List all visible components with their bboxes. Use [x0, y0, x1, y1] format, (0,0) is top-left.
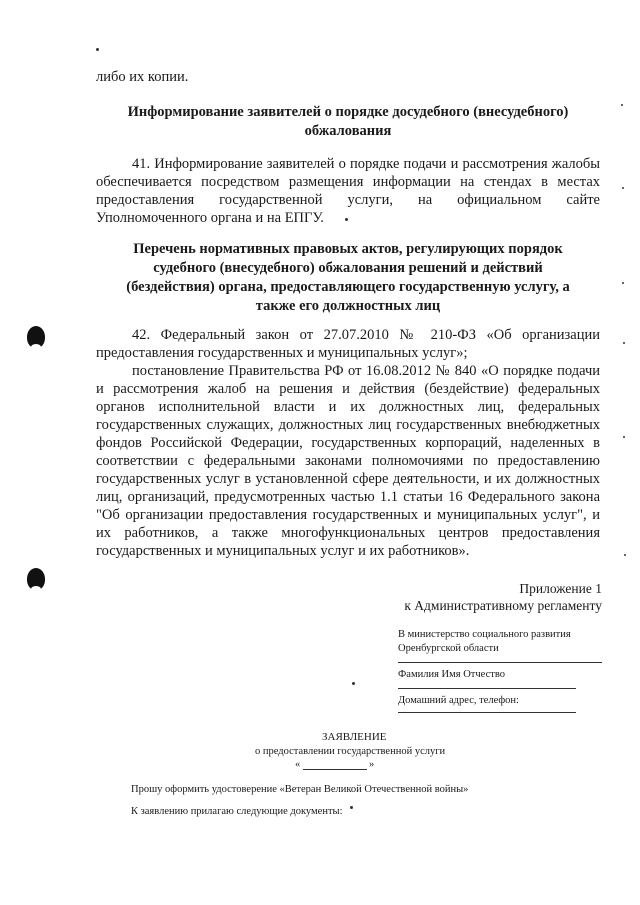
request-text: Прошу оформить удостоверение «Ветеран Великой Отечественной войны»	[131, 784, 469, 795]
scan-speck	[623, 342, 625, 344]
appendix-reference: к Административному регламенту	[404, 598, 602, 613]
scan-speck	[622, 282, 624, 284]
heading-line: (бездействия) органа, предоставляющего государственную услугу, а	[126, 279, 570, 295]
heading-line: Информирование заявителей о порядке досудебного (внесудебного)	[127, 104, 569, 120]
signature-line	[398, 712, 576, 713]
scan-speck	[350, 806, 353, 809]
addressee-region: Оренбургской области	[398, 643, 499, 654]
paragraph-41: 41. Информирование заявителей о порядке подачи и рассмотрения жалобы обеспечивается посредством размещения информации на стендах в местах предоставления государственной услуги, на официальном сайте Уполномоченного органа и на ЕПГУ.	[96, 156, 600, 226]
address-field-label: Домашний адрес, телефон:	[398, 695, 519, 706]
punch-hole-lower	[27, 568, 45, 590]
section-heading-informing	[96, 103, 600, 141]
scan-speck	[623, 436, 625, 438]
scan-speck	[96, 48, 99, 51]
name-field-label: Фамилия Имя Отчество	[398, 669, 505, 680]
addressee-ministry: В министерство социального развития	[398, 629, 571, 640]
application-subtitle: о предоставлении государственной услуги	[255, 746, 446, 757]
heading-line: обжалования	[304, 123, 392, 139]
quote-open: «	[295, 759, 301, 770]
punch-hole-upper	[27, 326, 45, 348]
heading-line: судебного (внесудебного) обжалования решений и действий	[153, 260, 543, 276]
scan-speck	[624, 554, 626, 556]
scan-speck	[622, 187, 624, 189]
scan-speck	[352, 682, 355, 685]
signature-line	[398, 688, 576, 689]
scan-speck	[621, 104, 623, 106]
paragraph-42-decree: постановление Правительства РФ от 16.08.2012 № 840 «О порядке подачи и рассмотрения жалоб на решения и действия (бездействие) федеральных органов исполнительной власти и их должностных лиц, федеральных государственных служащих, должностных лиц государственных внебюджетных фондов Российской Федерации, государственных корпораций, наделенных в соответствии с федеральными законами полномочиями по предоставлению государственных услуг в установленной сфере деятельности, и их должностных лиц, организаций, предусмотренных частью 1.1 статьи 16 Федерального закона "Об организации предоставления государственных и муниципальных услуг", и их работников, а также многофункциональных центров предоставления государственных и муниципальных услуг и их работников».	[96, 363, 600, 559]
continuation-line: либо их копии.	[96, 69, 189, 85]
quote-close: »	[369, 759, 375, 770]
application-title: ЗАЯВЛЕНИЕ	[322, 731, 387, 743]
section-heading-legal-acts	[96, 240, 600, 316]
paragraph-42-law: 42. Федеральный закон от 27.07.2010 № 210-ФЗ «Об организации предоставления государственных и муниципальных услуг»;	[96, 327, 600, 361]
attachments-text: К заявлению прилагаю следующие документы:	[131, 806, 343, 817]
heading-line: также его должностных лиц	[255, 298, 441, 314]
service-name-line	[303, 769, 367, 770]
heading-line: Перечень нормативных правовых актов, регулирующих порядок	[133, 241, 563, 257]
appendix-number: Приложение 1	[519, 581, 602, 596]
signature-line	[398, 662, 602, 663]
